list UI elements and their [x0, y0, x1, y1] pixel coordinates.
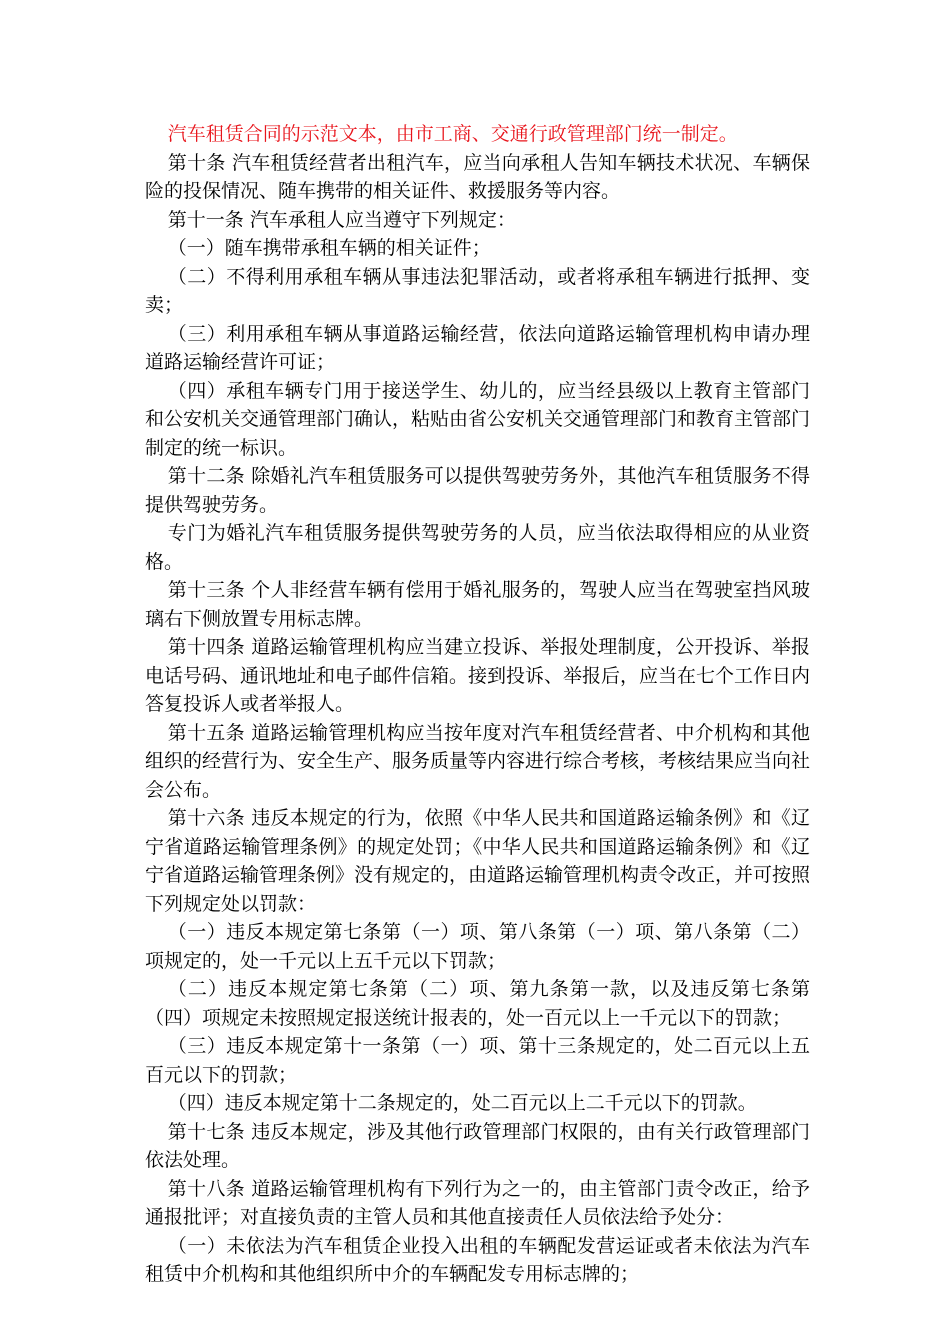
article-10: 第十条 汽车租赁经营者出租汽车，应当向承租人告知车辆技术状况、车辆保险的投保情况、随车携带的相关证件、救援服务等内容。 [145, 151, 810, 202]
article-13: 第十三条 个人非经营车辆有偿用于婚礼服务的，驾驶人应当在驾驶室挡风玻璃右下侧放置专用标志牌。 [145, 579, 810, 630]
article-12-para-2: 专门为婚礼汽车租赁服务提供驾驶劳务的人员，应当依法取得相应的从业资格。 [145, 522, 810, 573]
article-17: 第十七条 违反本规定，涉及其他行政管理部门权限的，由有关行政管理部门依法处理。 [145, 1120, 810, 1171]
article-16-item-4: （四）违反本规定第十二条规定的，处二百元以上二千元以下的罚款。 [167, 1092, 757, 1114]
article-18-item-1: （一）未依法为汽车租赁企业投入出租的车辆配发营运证或者未依法为汽车租赁中介机构和其他组织所中介的车辆配发专用标志牌的； [145, 1234, 810, 1285]
article-11: 第十一条 汽车承租人应当遵守下列规定： [167, 208, 516, 231]
article-11-item-4: （四）承租车辆专门用于接送学生、幼儿的，应当经县级以上教育主管部门和公安机关交通管理部门确认，粘贴由省公安机关交通管理部门和教育主管部门制定的统一标识。 [145, 379, 811, 459]
article-16-item-3: （三）违反本规定第十一条第（一）项、第十三条规定的，处二百元以上五百元以下的罚款； [145, 1035, 810, 1086]
article-11-item-1: （一）随车携带承租车辆的相关证件； [167, 237, 491, 259]
article-18: 第十八条 道路运输管理机构有下列行为之一的，由主管部门责令改正，给予通报批评；对直接负责的主管人员和其他直接责任人员依法给予处分： [145, 1177, 810, 1228]
article-11-item-3: （三）利用承租车辆从事道路运输经营，依法向道路运输管理机构申请办理道路运输经营许可证； [145, 322, 810, 373]
document-body [145, 120, 810, 1289]
article-11-item-2: （二）不得利用承租车辆从事违法犯罪活动，或者将承租车辆进行抵押、变卖； [145, 265, 810, 316]
article-12: 第十二条 除婚礼汽车租赁服务可以提供驾驶劳务外，其他汽车租赁服务不得提供驾驶劳务。 [145, 465, 810, 516]
article-15: 第十五条 道路运输管理机构应当按年度对汽车租赁经营者、中介机构和其他组织的经营行为、安全生产、服务质量等内容进行综合考核，考核结果应当向社会公布。 [145, 721, 811, 801]
contract-template-note: 汽车租赁合同的示范文本，由市工商、交通行政管理部门统一制定。 [167, 123, 738, 145]
article-16-item-2: （二）违反本规定第七条第（二）项、第九条第一款，以及违反第七条第（四）项规定未按照规定报送统计报表的，处一百元以上一千元以下的罚款； [145, 978, 810, 1029]
article-16: 第十六条 违反本规定的行为，依照《中华人民共和国道路运输条例》和《辽宁省道路运输管理条例》的规定处罚；《中华人民共和国道路运输条例》和《辽宁省道路运输管理条例》没有规定的，由道路运输管理机构责令改正，并可按照下列规定处以罚款： [145, 807, 811, 915]
article-14: 第十四条 道路运输管理机构应当建立投诉、举报处理制度，公开投诉、举报电话号码、通讯地址和电子邮件信箱。接到投诉、举报后，应当在七个工作日内答复投诉人或者举报人。 [145, 636, 811, 715]
article-16-item-1: （一）违反本规定第七条第（一）项、第八条第（一）项、第八条第（二）项规定的，处一千元以上五千元以下罚款； [145, 921, 810, 972]
